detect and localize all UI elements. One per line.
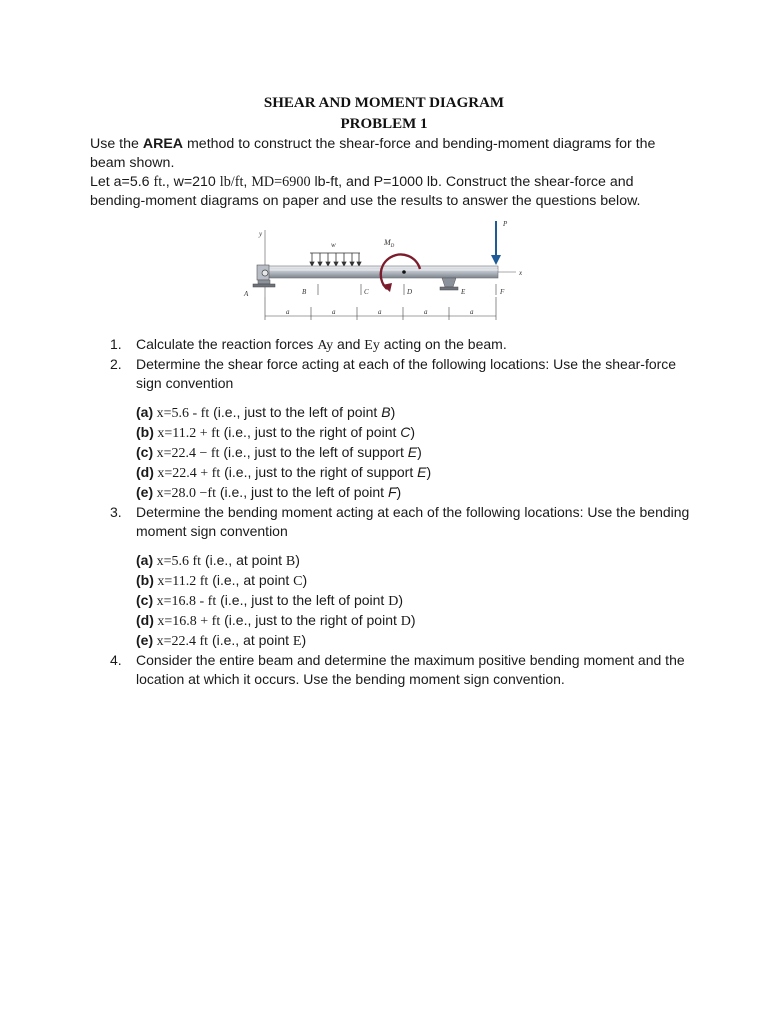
x-axis-label: x xyxy=(519,269,523,277)
part-end: ) xyxy=(302,572,308,588)
question-2-part-d xyxy=(136,463,690,483)
problem-number: PROBLEM 1 xyxy=(340,116,428,132)
part-expr: x=5.6 - ft xyxy=(153,406,210,421)
question-2-part-e xyxy=(136,483,690,503)
given-paragraph xyxy=(90,173,690,211)
question-2-number: 2. xyxy=(110,356,122,372)
part-expr: x=5.6 ft xyxy=(153,554,202,569)
question-3-part-b xyxy=(136,571,690,591)
part-expr: x=16.8 + ft xyxy=(153,614,221,629)
part-point: D xyxy=(400,614,411,629)
dim-label-4: a xyxy=(424,308,428,316)
intro-prefix: Use the xyxy=(90,136,143,152)
part-tag: (d) xyxy=(136,464,154,480)
question-2-part-b xyxy=(136,423,690,443)
part-end: ) xyxy=(301,632,307,648)
part-tag: (e) xyxy=(136,484,154,500)
intro-bold: AREA xyxy=(142,136,184,152)
dim-label-3: a xyxy=(378,308,382,316)
part-desc: (i.e., just to the right of point xyxy=(220,612,401,628)
dim-label-5: a xyxy=(470,308,474,316)
question-3-part-d xyxy=(136,611,690,631)
part-end: ) xyxy=(410,424,416,440)
point-a-label: A xyxy=(244,290,249,298)
part-point: C xyxy=(400,424,411,440)
question-4-text: Consider the entire beam and determine the maximum positive bending moment and the location at which it occurs. Use the bending moment sign convention. xyxy=(136,652,685,687)
support-e-roller xyxy=(440,278,458,290)
point-e-label: E xyxy=(461,288,466,296)
part-end: ) xyxy=(295,552,300,568)
part-desc: (i.e., just to the left of support xyxy=(219,444,408,460)
part-expr: x=16.8 - ft xyxy=(153,594,217,609)
part-tag: (c) xyxy=(136,444,154,460)
beam-figure xyxy=(232,215,532,325)
part-end: ) xyxy=(417,444,422,460)
question-1-number: 1. xyxy=(110,336,122,352)
part-desc: (i.e., just to the left of point xyxy=(216,592,389,608)
part-desc: (i.e., just to the right of point xyxy=(219,424,401,440)
question-list xyxy=(110,335,690,689)
question-4 xyxy=(110,651,690,689)
part-point: B xyxy=(381,404,391,420)
part-desc: (i.e., just to the right of support xyxy=(220,464,418,480)
point-b-label: B xyxy=(302,288,307,296)
point-c-label: C xyxy=(364,288,369,296)
question-2-part-c xyxy=(136,443,690,463)
part-end: ) xyxy=(390,404,396,420)
moment-label-sub: D xyxy=(390,244,395,249)
part-desc: (i.e., at point xyxy=(208,572,294,588)
question-1-ey: Ey xyxy=(364,338,380,353)
part-point: E xyxy=(417,464,427,480)
question-2-part-a xyxy=(136,403,690,423)
question-2-text: Determine the shear force acting at each of the following locations: Use the shear-force sign convention xyxy=(136,356,677,391)
part-tag: (a) xyxy=(136,404,154,420)
intro-paragraph xyxy=(90,135,690,173)
y-axis-label: y xyxy=(259,230,263,238)
part-desc: (i.e., just to the left of point xyxy=(215,484,388,500)
part-end: ) xyxy=(396,484,402,500)
question-1-pre: Calculate the reaction forces xyxy=(136,336,318,352)
question-3-part-c xyxy=(136,591,690,611)
part-end: ) xyxy=(426,464,432,480)
point-f-label: F xyxy=(500,288,505,296)
part-point: C xyxy=(293,574,303,589)
part-tag: (d) xyxy=(136,612,154,628)
part-desc: (i.e., just to the left of point xyxy=(209,404,382,420)
load-p-arrowhead xyxy=(491,255,501,265)
part-end: ) xyxy=(410,612,416,628)
part-end: ) xyxy=(398,592,404,608)
part-expr: x=22.4 + ft xyxy=(153,466,221,481)
question-3-part-e xyxy=(136,631,690,651)
given-md: MD=6900 xyxy=(251,174,311,190)
given-part1: Let a=5.6 xyxy=(90,174,154,190)
part-expr: x=11.2 + ft xyxy=(153,426,220,441)
given-part3: , xyxy=(243,174,252,190)
given-part2: , w=210 xyxy=(165,174,220,190)
part-point: D xyxy=(388,594,399,609)
load-w-label: w xyxy=(331,241,336,249)
part-tag: (c) xyxy=(136,592,154,608)
part-desc: (i.e., at point xyxy=(208,632,293,648)
part-expr: x=11.2 ft xyxy=(153,574,209,589)
moment-label-main: M xyxy=(384,238,391,247)
moment-center-dot xyxy=(402,270,406,274)
intro-suffix: method to construct the shear-force and bending-moment diagrams for the beam shown. xyxy=(90,136,656,171)
dim-label-2: a xyxy=(332,308,336,316)
distributed-load xyxy=(310,253,361,266)
dim-label-1: a xyxy=(286,308,290,316)
part-point: B xyxy=(285,554,296,569)
part-tag: (a) xyxy=(136,552,154,568)
part-desc: (i.e., at point xyxy=(201,552,286,568)
question-3-part-a xyxy=(136,551,690,571)
part-expr: x=22.4 ft xyxy=(153,634,209,649)
part-point: F xyxy=(387,484,397,500)
question-4-number: 4. xyxy=(110,652,122,668)
given-lbft: lb/ft xyxy=(219,174,244,190)
question-3-number: 3. xyxy=(110,504,122,520)
part-point: E xyxy=(407,444,418,460)
part-expr: x=22.4 − ft xyxy=(153,446,220,461)
question-2 xyxy=(110,355,690,503)
question-1-post: acting on the beam. xyxy=(379,336,507,352)
question-3-text: Determine the bending moment acting at each of the following locations: Use the bending moment sign convention xyxy=(136,504,690,539)
load-p-label: P xyxy=(503,220,508,228)
part-point: E xyxy=(292,634,302,649)
given-part4: lb-ft, and P=1000 lb. Construct the shear-force and bending-moment diagrams on paper and use the results to answer the questions below. xyxy=(90,174,641,209)
part-tag: (b) xyxy=(136,424,154,440)
question-1 xyxy=(110,335,690,355)
question-3 xyxy=(110,503,690,651)
question-1-ay: Ay xyxy=(317,338,334,353)
part-tag: (b) xyxy=(136,572,154,588)
point-d-label: D xyxy=(407,288,413,296)
moment-label xyxy=(383,238,395,249)
page-title: SHEAR AND MOMENT DIAGRAM xyxy=(263,95,505,111)
part-expr: x=28.0 −ft xyxy=(153,486,216,501)
given-ft: ft. xyxy=(153,174,166,190)
part-tag: (e) xyxy=(136,632,154,648)
question-1-mid: and xyxy=(333,336,365,352)
